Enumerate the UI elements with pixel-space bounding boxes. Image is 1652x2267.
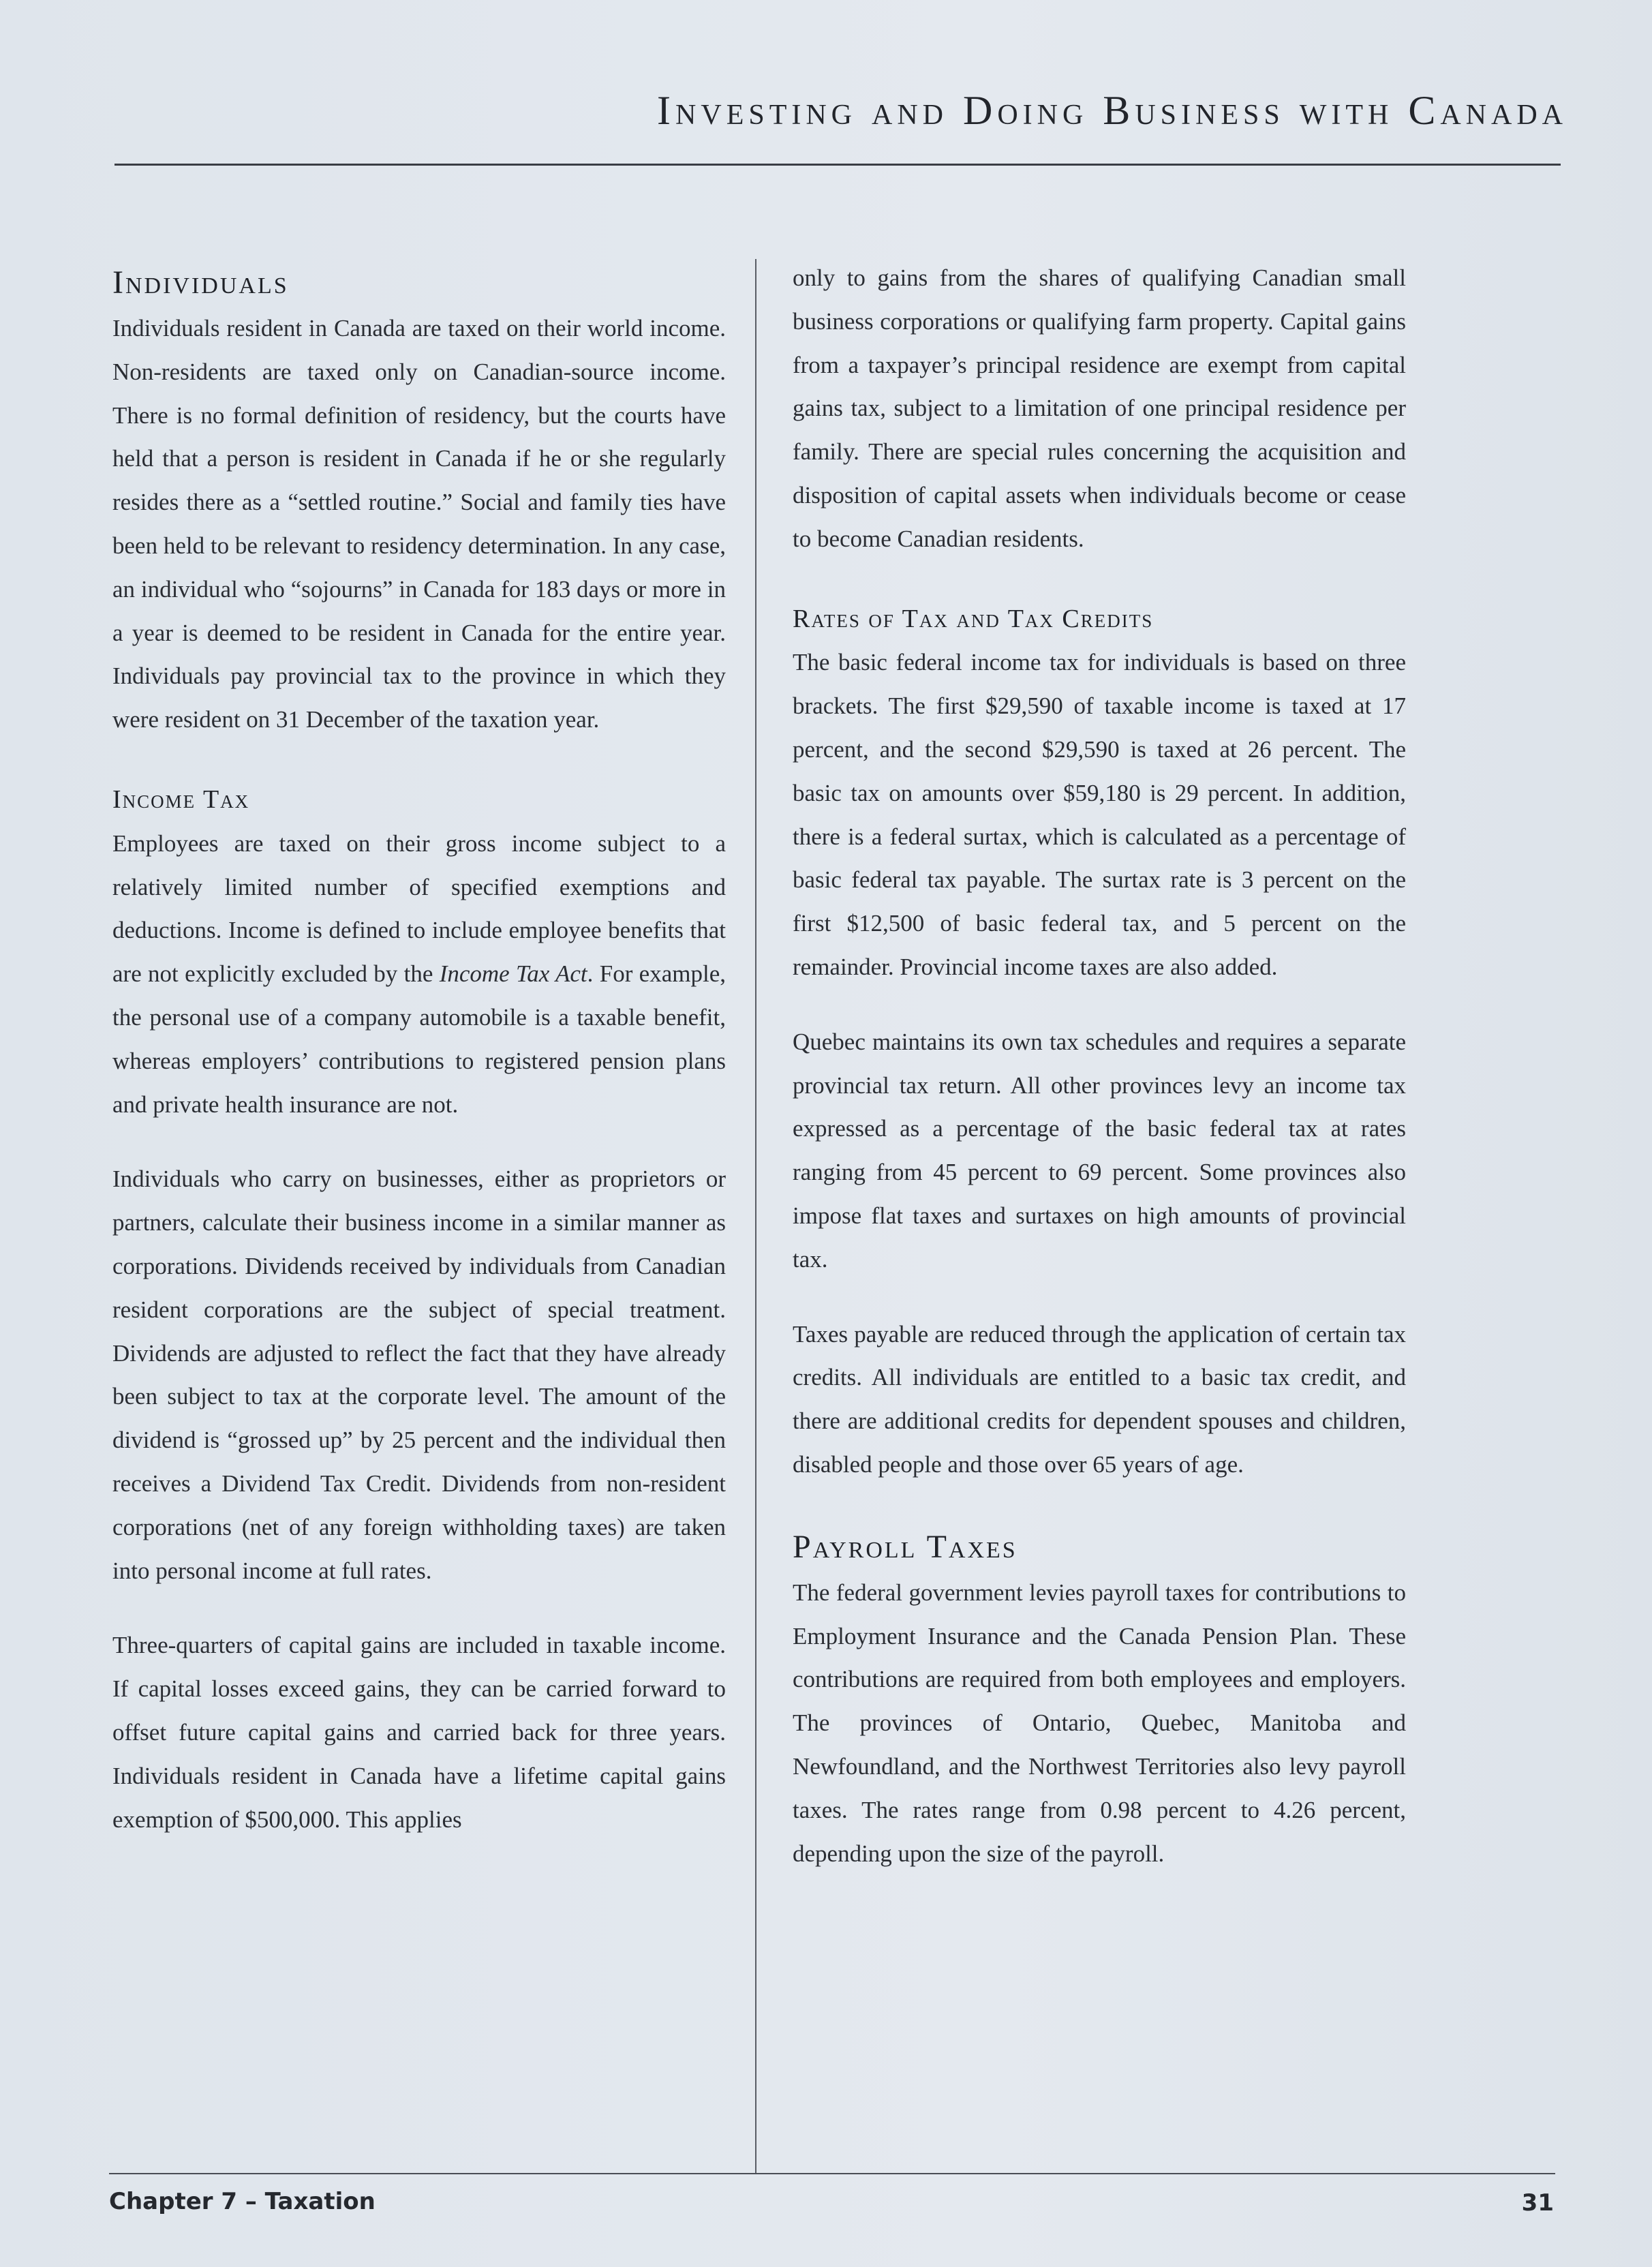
paragraph-rates-3: Taxes payable are reduced through the application of certain tax credits. All individuals are entitled to a basic tax credit, and there are additional credits for dependent spouses and children, disabled people and those over 65 years of age. [793, 1320, 1406, 1478]
paragraph-payroll: The federal government levies payroll taxes for contributions to Employment Insurance and the Canada Pension Plan. These contributions are required from both employees and employers. The provinces of Ontario, Quebec, Manitoba and Newfoundland, and the Northwest Territories also levy payroll taxes. The rates range from 0.98 percent to 4.26 percent, depending upon the size of the payroll. [793, 1579, 1406, 1867]
paragraph-income-tax-3: Three-quarters of capital gains are included in taxable income. If capital losses exceed gains, they can be carried forward to offset future capital gains and carried back for three years. Individuals resident in Canada have a lifetime capital gains exemption of $500,000. This applies [112, 1632, 726, 1833]
paragraph-income-tax-1: Employees are taxed on their gross income subject to a relatively limited number of specified exemptions and deductions. Income is defined to include employee benefits that are not explicitly excluded by the Income Tax Act. For example, the personal use of a company automobile is a taxable benefit, whereas employers’ contributions to registered pension plans and private health insurance are not. [112, 830, 726, 1118]
section-heading-payroll-taxes: Payroll Taxes [793, 1528, 1018, 1565]
paragraph-rates-1: The basic federal income tax for individuals is based on three brackets. The first $29,590 of taxable income is taxed at 17 percent, and the second $29,590 is taxed at 26 percent. The basic tax on amounts over $59,180 is 29 percent. In addition, there is a federal surtax, which is calculated as a percentage of basic federal tax payable. The surtax rate is 3 percent on the first $12,500 of basic federal tax, and 5 percent on the remainder. Provincial income taxes are also added. [793, 649, 1406, 980]
right-column [793, 256, 1406, 1875]
subheading-income-tax: Income Tax [112, 785, 250, 814]
paragraph-individuals: Individuals resident in Canada are taxed on their world income. Non-residents are taxed only on Canadian-source income. There is no formal definition of residency, but the courts have held that a person is resident in Canada if he or she regularly resides there as a “settled routine.” Social and family ties have been held to be relevant to residency determination. In any case, an individual who “sojourns” in Canada for 183 days or more in a year is deemed to be resident in Canada for the entire year. Individuals pay provincial tax to the province in which they were resident on 31 December of the taxation year. [112, 315, 726, 733]
act-title: Income Tax Act [439, 960, 587, 988]
footer-rule [109, 2173, 1555, 2174]
section-heading-individuals: Individuals [112, 264, 289, 301]
left-column [112, 259, 726, 1841]
paragraph-rates-2: Quebec maintains its own tax schedules and requires a separate provincial tax return. All other provinces levy an income tax expressed as a percentage of the basic federal tax at rates ranging from 45 percent to 69 percent. Some provinces also impose flat taxes and surtaxes on high amounts of provincial tax. [793, 1028, 1406, 1273]
paragraph-capital-gains-continued: only to gains from the shares of qualifying Canadian small business corporations or qualifying farm property. Capital gains from a taxpayer’s principal residence are exempt from capital gains tax, subject to a limitation of one principal residence per family. There are special rules concerning the acquisition and disposition of capital assets when individuals become or cease to become Canadian residents. [793, 264, 1406, 552]
header-rule [114, 164, 1561, 166]
paragraph-income-tax-2: Individuals who carry on businesses, either as proprietors or partners, calculate their business income in a similar manner as corporations. Dividends received by individuals from Canadian resident corporations are the subject of special treatment. Dividends are adjusted to reflect the fact that they have already been subject to tax at the corporate level. The amount of the dividend is “grossed up” by 25 percent and the individual then receives a Dividend Tax Credit. Dividends from non-resident corporations (net of any foreign withholding taxes) are taken into personal income at full rates. [112, 1166, 726, 1584]
column-divider [755, 259, 756, 2174]
subheading-rates-of-tax: Rates of Tax and Tax Credits [793, 604, 1154, 633]
footer-chapter-label: Chapter 7 – Taxation [109, 2188, 376, 2215]
page-number: 31 [1521, 2189, 1554, 2217]
running-header-title: Investing and Doing Business with Canada [657, 88, 1567, 133]
